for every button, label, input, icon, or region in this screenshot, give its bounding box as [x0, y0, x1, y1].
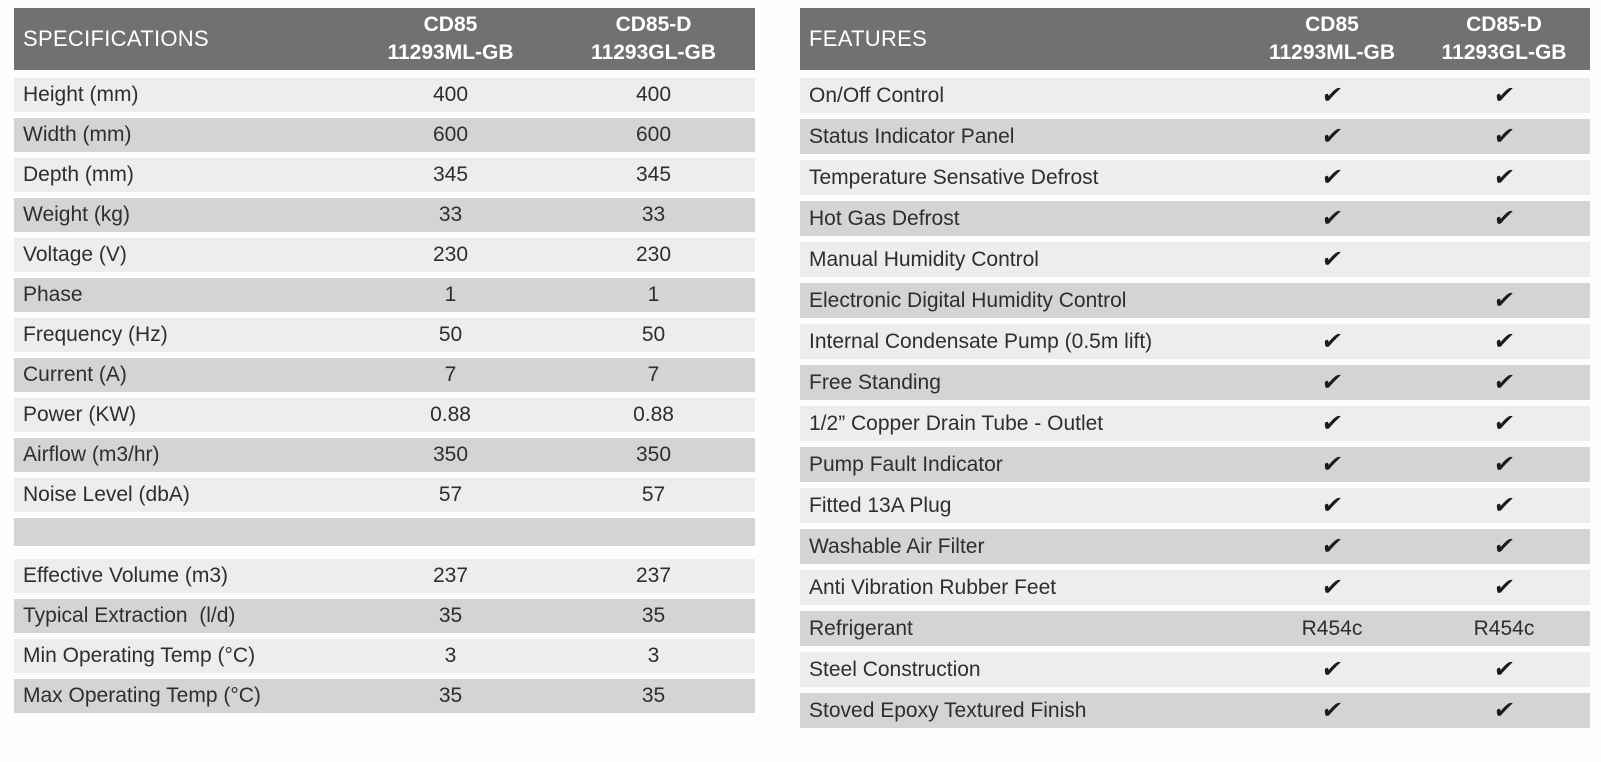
table-row — [800, 78, 1590, 113]
table-row — [800, 570, 1590, 605]
table-row — [800, 406, 1590, 441]
cell-value-col2: 400 — [635, 83, 672, 106]
specifications-title: SPECIFICATIONS — [23, 26, 209, 51]
model-2-name: CD85-D — [615, 13, 692, 37]
row-label: Anti Vibration Rubber Feet — [809, 575, 1057, 599]
cell-value-col2: 350 — [635, 443, 672, 466]
row-label: Fitted 13A Plug — [809, 493, 952, 517]
cell-value-col1: 57 — [438, 483, 463, 506]
check-icon: ✔ — [1319, 491, 1345, 519]
table-row — [14, 438, 755, 472]
features-column-header-model-1 — [1246, 8, 1418, 70]
table-row — [800, 160, 1590, 195]
cell-value-col1: 230 — [432, 243, 469, 266]
cell-value-col1: 3 — [444, 644, 457, 667]
row-label: Electronic Digital Humidity Control — [809, 288, 1127, 312]
cell-value-col2: 600 — [635, 123, 672, 146]
table-row — [800, 365, 1590, 400]
table-row — [800, 447, 1590, 482]
row-label: Washable Air Filter — [809, 534, 985, 558]
spec-column-header-model-1 — [349, 8, 552, 70]
table-row — [800, 652, 1590, 687]
cell-value-col2: 237 — [635, 564, 672, 587]
cell-value-col1: 237 — [432, 564, 469, 587]
cell-value-col2: R454c — [1473, 616, 1535, 640]
features-column-header-model-2 — [1418, 8, 1590, 70]
specifications-rows — [14, 78, 755, 719]
check-icon: ✔ — [1319, 368, 1345, 396]
cell-value-col1: 50 — [438, 323, 463, 346]
check-icon: ✔ — [1491, 122, 1517, 150]
check-icon: ✔ — [1491, 696, 1517, 724]
model-1-code: 11293ML-GB — [1268, 41, 1396, 64]
table-row — [14, 478, 755, 512]
cell-value-col2: 1 — [647, 283, 660, 306]
table-row — [14, 78, 755, 112]
check-icon: ✔ — [1319, 327, 1345, 355]
table-row — [14, 599, 755, 633]
row-label: On/Off Control — [809, 83, 945, 107]
table-row — [14, 398, 755, 432]
row-label: Steel Construction — [809, 657, 981, 681]
row-label: Stoved Epoxy Textured Finish — [809, 698, 1087, 722]
row-label: Voltage (V) — [23, 243, 127, 266]
specifications-table — [14, 8, 755, 734]
row-label: Internal Condensate Pump (0.5m lift) — [809, 329, 1153, 353]
row-label: Depth (mm) — [23, 163, 134, 186]
cell-value-col1: R454c — [1301, 616, 1363, 640]
spacer-row — [14, 518, 755, 546]
row-label: Free Standing — [809, 370, 941, 394]
table-row — [800, 529, 1590, 564]
row-label: Phase — [23, 283, 83, 306]
cell-value-col2: 35 — [641, 604, 666, 627]
features-table — [800, 8, 1590, 734]
model-1-name: CD85 — [1305, 13, 1359, 37]
table-row — [14, 639, 755, 673]
check-icon: ✔ — [1491, 491, 1517, 519]
row-label: Refrigerant — [809, 616, 913, 640]
check-icon: ✔ — [1491, 409, 1517, 437]
features-rows — [800, 78, 1590, 734]
check-icon: ✔ — [1491, 81, 1517, 109]
cell-value-col2: 0.88 — [633, 403, 674, 426]
cell-value-col2: 33 — [641, 203, 666, 226]
model-2-code: 11293GL-GB — [1441, 41, 1567, 64]
cell-value-col1: 7 — [444, 363, 457, 386]
cell-value-col2: 345 — [635, 163, 672, 186]
cell-value-col2: 3 — [647, 644, 660, 667]
check-icon: ✔ — [1319, 245, 1345, 273]
check-icon: ✔ — [1319, 204, 1345, 232]
row-label: Max Operating Temp (°C) — [23, 684, 261, 707]
cell-value-col2: 50 — [641, 323, 666, 346]
check-icon: ✔ — [1319, 532, 1345, 560]
cell-value-col1: 35 — [438, 684, 463, 707]
row-label: Current (A) — [23, 363, 127, 386]
row-label: Power (KW) — [23, 403, 137, 426]
model-2-name: CD85-D — [1466, 13, 1542, 37]
table-row — [800, 324, 1590, 359]
row-label: Weight (kg) — [23, 203, 130, 226]
row-label: Effective Volume (m3) — [23, 564, 229, 587]
check-icon: ✔ — [1491, 368, 1517, 396]
check-icon: ✔ — [1491, 450, 1517, 478]
table-row — [14, 238, 755, 272]
check-icon: ✔ — [1319, 696, 1345, 724]
model-1-code: 11293ML-GB — [387, 41, 514, 64]
row-label: Airflow (m3/hr) — [23, 443, 160, 466]
row-label: Hot Gas Defrost — [809, 206, 960, 230]
model-2-code: 11293GL-GB — [591, 41, 716, 64]
features-title: FEATURES — [809, 26, 928, 51]
cell-value-col1: 600 — [432, 123, 469, 146]
check-icon: ✔ — [1319, 122, 1345, 150]
table-row — [800, 488, 1590, 523]
model-1-name: CD85 — [423, 13, 478, 37]
table-row — [800, 119, 1590, 154]
check-icon: ✔ — [1491, 163, 1517, 191]
specifications-header — [14, 8, 755, 70]
check-icon: ✔ — [1319, 163, 1345, 191]
table-row — [14, 198, 755, 232]
check-icon: ✔ — [1319, 573, 1345, 601]
row-label: Status Indicator Panel — [809, 124, 1015, 148]
check-icon: ✔ — [1491, 532, 1517, 560]
row-label: Width (mm) — [23, 123, 132, 146]
cell-value-col1: 1 — [444, 283, 457, 306]
row-label: Temperature Sensative Defrost — [809, 165, 1099, 189]
check-icon: ✔ — [1319, 655, 1345, 683]
row-label: Min Operating Temp (°C) — [23, 644, 256, 667]
check-icon: ✔ — [1319, 409, 1345, 437]
table-row — [14, 278, 755, 312]
cell-value-col2: 57 — [641, 483, 666, 506]
check-icon: ✔ — [1491, 204, 1517, 232]
check-icon: ✔ — [1491, 286, 1517, 314]
row-label: Noise Level (dbA) — [23, 483, 190, 506]
check-icon: ✔ — [1319, 81, 1345, 109]
row-label: Frequency (Hz) — [23, 323, 168, 346]
cell-value-col2: 7 — [647, 363, 660, 386]
table-row — [800, 283, 1590, 318]
row-label: Typical Extraction (l/d) — [23, 604, 236, 627]
cell-value-col2: 230 — [635, 243, 672, 266]
table-row — [800, 611, 1590, 646]
cell-value-col1: 0.88 — [430, 403, 471, 426]
table-row — [800, 693, 1590, 728]
table-row — [14, 118, 755, 152]
cell-value-col1: 35 — [438, 604, 463, 627]
table-row — [14, 679, 755, 713]
table-row — [14, 559, 755, 593]
table-row — [14, 158, 755, 192]
row-label: 1/2” Copper Drain Tube - Outlet — [809, 411, 1104, 435]
spec-column-header-model-2 — [552, 8, 755, 70]
features-header — [800, 8, 1590, 70]
cell-value-col1: 33 — [438, 203, 463, 226]
cell-value-col2: 35 — [641, 684, 666, 707]
check-icon: ✔ — [1491, 655, 1517, 683]
row-label: Pump Fault Indicator — [809, 452, 1003, 476]
table-row — [800, 201, 1590, 236]
check-icon: ✔ — [1319, 450, 1345, 478]
cell-value-col1: 350 — [432, 443, 469, 466]
cell-value-col1: 400 — [432, 83, 469, 106]
check-icon: ✔ — [1491, 573, 1517, 601]
cell-value-col1: 345 — [432, 163, 469, 186]
row-label: Height (mm) — [23, 83, 139, 106]
table-row — [14, 358, 755, 392]
table-row — [14, 318, 755, 352]
check-icon: ✔ — [1491, 327, 1517, 355]
row-label: Manual Humidity Control — [809, 247, 1039, 271]
table-row — [800, 242, 1590, 277]
